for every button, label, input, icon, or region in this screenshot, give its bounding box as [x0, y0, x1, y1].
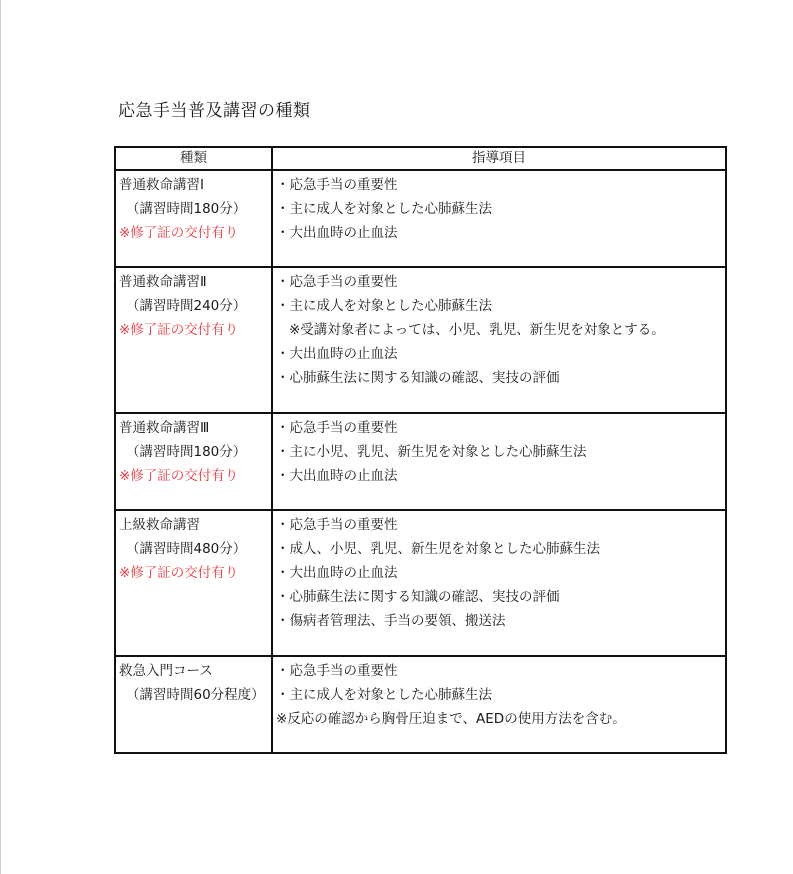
table-header-row [115, 147, 726, 170]
course-duration: （講習時間60分程度） [126, 687, 265, 703]
items-cell [272, 170, 726, 267]
course-cell [115, 510, 272, 656]
list-item: ・心肺蘇生法に関する知識の確認、実技の評価 [276, 589, 560, 605]
course-name: 普通救命講習Ⅰ [119, 177, 204, 193]
course-cell [115, 413, 272, 510]
table-row [115, 170, 726, 267]
table-row [115, 510, 726, 656]
list-item: ・傷病者管理法、手当の要領、搬送法 [276, 613, 506, 629]
list-item: ・心肺蘇生法に関する知識の確認、実技の評価 [276, 370, 560, 386]
table-row [115, 656, 726, 753]
header-items: 指導項目 [272, 147, 726, 170]
items-cell [272, 413, 726, 510]
course-name: 救急入門コース [119, 663, 213, 679]
list-note: ※反応の確認から胸骨圧迫まで、AEDの使用方法を含む。 [276, 711, 626, 727]
course-cell [115, 267, 272, 413]
items-cell [272, 510, 726, 656]
certificate-note: ※修了証の交付有り [119, 225, 239, 241]
course-cell [115, 170, 272, 267]
course-duration: （講習時間240分） [126, 298, 247, 314]
course-cell [115, 656, 272, 753]
course-table [114, 146, 727, 754]
items-cell [272, 267, 726, 413]
list-item: ・主に成人を対象とした心肺蘇生法 [276, 201, 492, 217]
list-item: ・応急手当の重要性 [276, 274, 398, 290]
certificate-note: ※修了証の交付有り [119, 565, 239, 581]
certificate-note: ※修了証の交付有り [119, 322, 239, 338]
table-row [115, 413, 726, 510]
certificate-note: ※修了証の交付有り [119, 468, 239, 484]
header-type: 種類 [115, 147, 272, 170]
course-name: 上級救命講習 [119, 517, 200, 533]
list-item: ・成人、小児、乳児、新生児を対象とした心肺蘇生法 [276, 541, 600, 557]
list-item: ・応急手当の重要性 [276, 663, 398, 679]
course-duration: （講習時間480分） [126, 541, 247, 557]
list-item: ・大出血時の止血法 [276, 225, 398, 241]
list-item: ・応急手当の重要性 [276, 177, 398, 193]
list-item: ・大出血時の止血法 [276, 346, 398, 362]
course-name: 普通救命講習Ⅱ [119, 274, 207, 290]
table-row [115, 267, 726, 413]
course-name: 普通救命講習Ⅲ [119, 420, 210, 436]
items-cell [272, 656, 726, 753]
course-duration: （講習時間180分） [126, 201, 247, 217]
list-item: ・主に成人を対象とした心肺蘇生法 [276, 687, 492, 703]
list-item: ・主に成人を対象とした心肺蘇生法 [276, 298, 492, 314]
page-edge [0, 0, 1, 874]
list-item: ・大出血時の止血法 [276, 468, 398, 484]
list-item: ・主に小児、乳児、新生児を対象とした心肺蘇生法 [276, 444, 587, 460]
list-item: ・大出血時の止血法 [276, 565, 398, 581]
course-duration: （講習時間180分） [126, 444, 247, 460]
list-note: ※受講対象者によっては、小児、乳児、新生児を対象とする。 [289, 322, 665, 338]
list-item: ・応急手当の重要性 [276, 420, 398, 436]
list-item: ・応急手当の重要性 [276, 517, 398, 533]
page-title: 応急手当普及講習の種類 [118, 101, 311, 121]
